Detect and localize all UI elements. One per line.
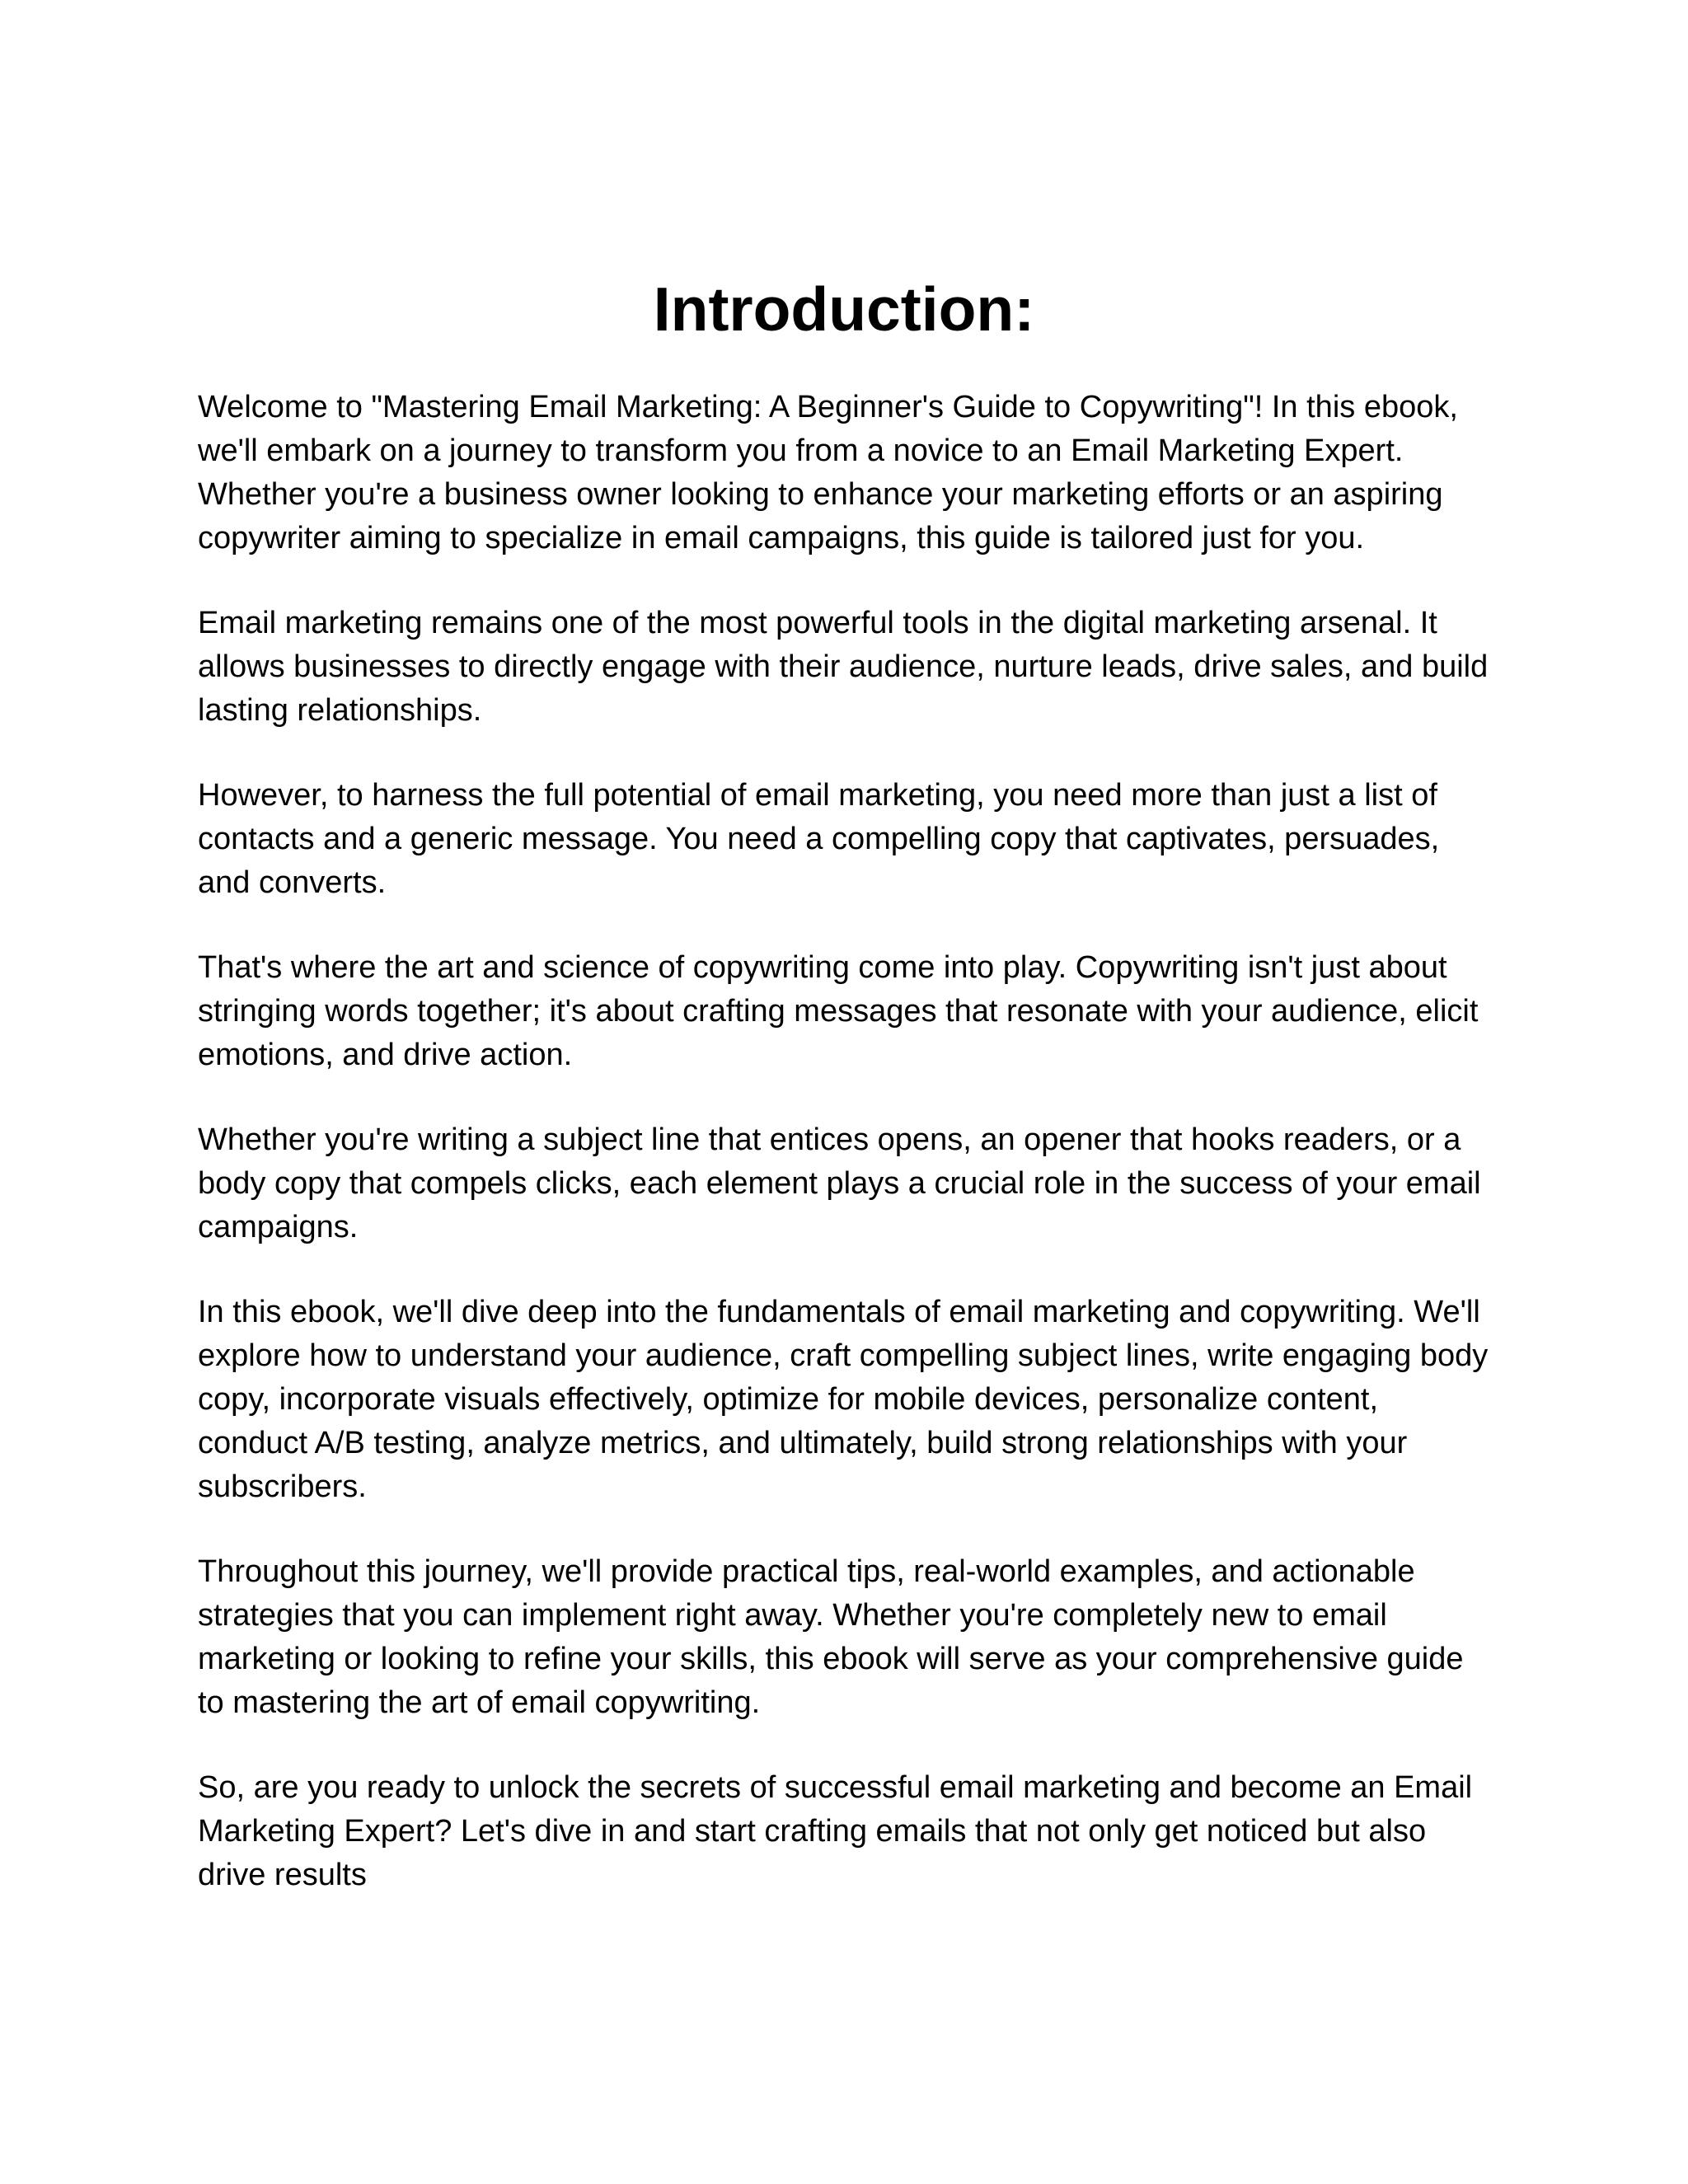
paragraph-practical-tips: Throughout this journey, we'll provide practical tips, real-world examples, and actionable strategies that you can implement right away. Whether you're completely new to email marketing or looking to refine your skills, this ebook will serve as your comprehensive guide to mastering the art of email copywriting. xyxy=(198,1554,1464,1720)
paragraph-call-to-action: So, are you ready to unlock the secrets of successful email marketing and become an Email Marketing Expert? Let's dive in and start crafting emails that not only get noticed but also drive results xyxy=(198,1770,1473,1892)
paragraph-full-potential: However, to harness the full potential of email marketing, you need more than just a list of contacts and a generic message. You need a compelling copy that captivates, persuades, and converts. xyxy=(198,778,1440,900)
paragraph-art-and-science: That's where the art and science of copywriting come into play. Copywriting isn't just about stringing words together; it's about crafting messages that resonate with your audience, elicit emotions, and drive action. xyxy=(198,950,1479,1072)
paragraph-email-marketing-tools: Email marketing remains one of the most powerful tools in the digital marketing arsenal. It allows businesses to directly engage with their audience, nurture leads, drive sales, and build lasting relationships. xyxy=(198,606,1489,728)
paragraph-welcome: Welcome to "Mastering Email Marketing: A Beginner's Guide to Copywriting"! In this ebook, we'll embark on a journey to transform you from a novice to an Email Marketing Expert. Whether you're a business owner looking to enhance your marketing efforts or an aspiring copywriter aiming to specialize in email campaigns, this guide is tailored just for you. xyxy=(198,390,1458,555)
document-body xyxy=(198,386,1492,1897)
paragraph-ebook-contents: In this ebook, we'll dive deep into the fundamentals of email marketing and copywriting. We'll explore how to understand your audience, craft compelling subject lines, write engaging body copy, incorporate visuals effectively, optimize for mobile devices, personalize content, conduct A/B testing, analyze metrics, and ultimately, build strong relationships with your subscribers. xyxy=(198,1295,1489,1504)
page-title: Introduction: xyxy=(653,274,1035,344)
paragraph-email-elements: Whether you're writing a subject line that entices opens, an opener that hooks readers, or a body copy that compels clicks, each element plays a crucial role in the success of your email campaigns. xyxy=(198,1122,1481,1244)
